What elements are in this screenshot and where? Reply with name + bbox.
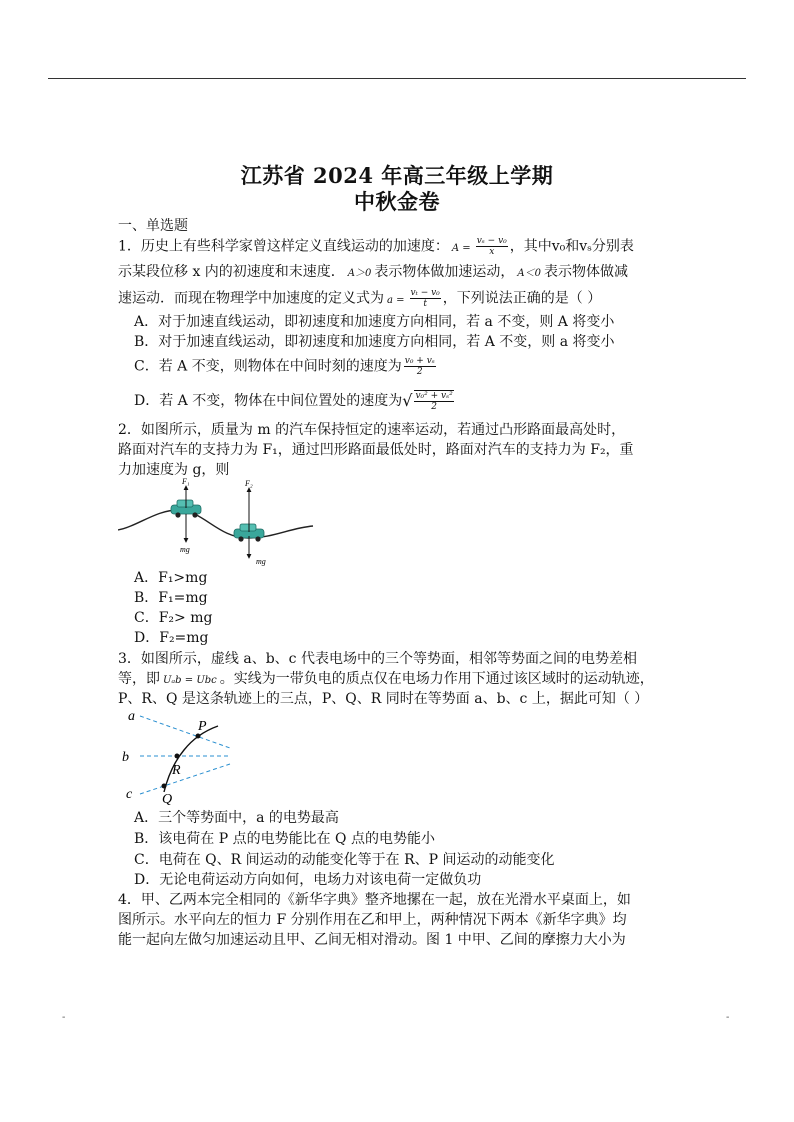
equipotential-c xyxy=(140,764,230,794)
q3-line1: 3．如图所示，虚线 a、b、c 代表电场中的三个等势面，相邻等势面之间的电势差相 xyxy=(118,651,637,667)
q1-c-fraction: $\frac{\text{v₀ + vₛ}}{2}$ xyxy=(404,356,435,377)
q2-line3: 力加速度为 g，则 xyxy=(118,462,230,478)
label-p: P xyxy=(198,719,207,734)
point-p xyxy=(196,734,201,739)
q3-option-d[interactable]: D．无论电荷运动方向如何，电场力对该电荷一定做负功 xyxy=(134,872,482,888)
q2-line1: 2．如图所示，质量为 m 的汽车保持恒定的速率运动，若通过凸形路面最高处时， xyxy=(118,422,626,438)
equipotential-a xyxy=(140,716,230,748)
footer-mark-right: - xyxy=(726,1012,730,1023)
q4-line1: 4．甲、乙两本完全相同的《新华字典》整齐地摞在一起，放在光滑水平桌面上，如 xyxy=(118,892,631,908)
point-r xyxy=(175,754,180,759)
q2-option-d[interactable]: D．F₂=mg xyxy=(134,630,209,646)
q3-option-b[interactable]: B．该电荷在 P 点的电势能比在 Q 点的电势能小 xyxy=(134,831,435,847)
label-c: c xyxy=(126,787,133,802)
label-f2: F₂ xyxy=(245,479,253,488)
q2-option-b[interactable]: B．F₁=mg xyxy=(134,590,208,606)
page-title: 江苏省 2024 年高三年级上学期 xyxy=(240,163,554,188)
q2-option-c[interactable]: C．F₂> mg xyxy=(134,610,213,626)
label-f1: F₁ xyxy=(182,477,190,486)
q3-field-diagram xyxy=(118,706,243,806)
label-r: R xyxy=(172,763,181,778)
q1-option-b[interactable]: B．对于加速直线运动，即初速度和加速度方向相同，若 A 不变，则 a 将变小 xyxy=(134,334,615,350)
trajectory-curve xyxy=(164,726,218,792)
q1-option-d[interactable]: D．若 A 不变，物体在中间位置处的速度为√ $\frac{\text{v₀² + vₛ²}}{2}$ xyxy=(134,391,453,412)
label-b: b xyxy=(122,750,129,765)
q2-option-a[interactable]: A．F₁>mg xyxy=(134,570,208,586)
q1-line1: 1．历史上有些科学家曾这样定义直线运动的加速度： A = $\frac{\text{vₛ − v₀}}{x}$ ，其中v₀和vₛ分别表 xyxy=(118,236,634,257)
label-mg1: mg xyxy=(180,545,190,554)
q3-option-a[interactable]: A．三个等势面中，a 的电势最高 xyxy=(134,810,339,826)
point-q xyxy=(162,784,167,789)
q4-line3: 能一起向左做匀加速运动且甲、乙间无相对滑动。图 1 中甲、乙间的摩擦力大小为 xyxy=(118,932,626,948)
label-mg2: mg xyxy=(256,557,266,566)
road-curve xyxy=(118,510,313,538)
section-heading: 一、单选题 xyxy=(118,218,188,234)
q4-line2: 图所示。水平向左的恒力 F 分别作用在乙和甲上，两种情况下两本《新华字典》均 xyxy=(118,912,627,928)
q1-d-fraction: $\frac{\text{v₀² + vₛ²}}{2}$ xyxy=(415,391,453,412)
label-q: Q xyxy=(162,792,173,806)
sqrt-icon: √ xyxy=(402,391,413,410)
q1-formula-a: $\frac{\text{vₜ − v₀}}{t}$ xyxy=(410,288,440,309)
q1-option-c[interactable]: C．若 A 不变，则物体在中间时刻的速度为 $\frac{\text{v₀ + vₛ}}{2}$ xyxy=(134,356,435,377)
q1-option-a[interactable]: A．对于加速直线运动，即初速度和加速度方向相同，若 a 不变，则 A 将变小 xyxy=(134,314,615,330)
label-a: a xyxy=(128,709,135,724)
header-rule xyxy=(48,78,746,79)
q1-line3: 速运动．而现在物理学中加速度的定义式为 a = $\frac{\text{vₜ − v₀}}{t}$ ，下列说法正确的是（ ） xyxy=(118,288,602,309)
q1-formula-A: $\frac{\text{vₛ − v₀}}{x}$ xyxy=(476,236,507,257)
q1-line2: 示某段位移 x 内的初速度和末速度． A＞0 表示物体做加速运动， A＜0 表示物体做减 xyxy=(118,264,628,280)
footer-mark-left: - xyxy=(62,1012,66,1023)
q3-option-c[interactable]: C．电荷在 Q、R 间运动的动能变化等于在 R、P 间运动的动能变化 xyxy=(134,852,555,868)
q2-road-diagram xyxy=(118,476,318,568)
page-subtitle: 中秋金卷 xyxy=(354,189,440,214)
q2-line2: 路面对汽车的支持力为 F₁，通过凹形路面最低处时，路面对汽车的支持力为 F₂，重 xyxy=(118,442,634,458)
q3-line2: 等，即 Uₐb = Ubc 。实线为一带负电的质点仅在电场力作用下通过该区域时的运动轨迹， xyxy=(118,671,654,687)
q3-line3: P、R、Q 是这条轨迹上的三点，P、Q、R 同时在等势面 a、b、c 上，据此可知（ ） xyxy=(118,691,649,707)
